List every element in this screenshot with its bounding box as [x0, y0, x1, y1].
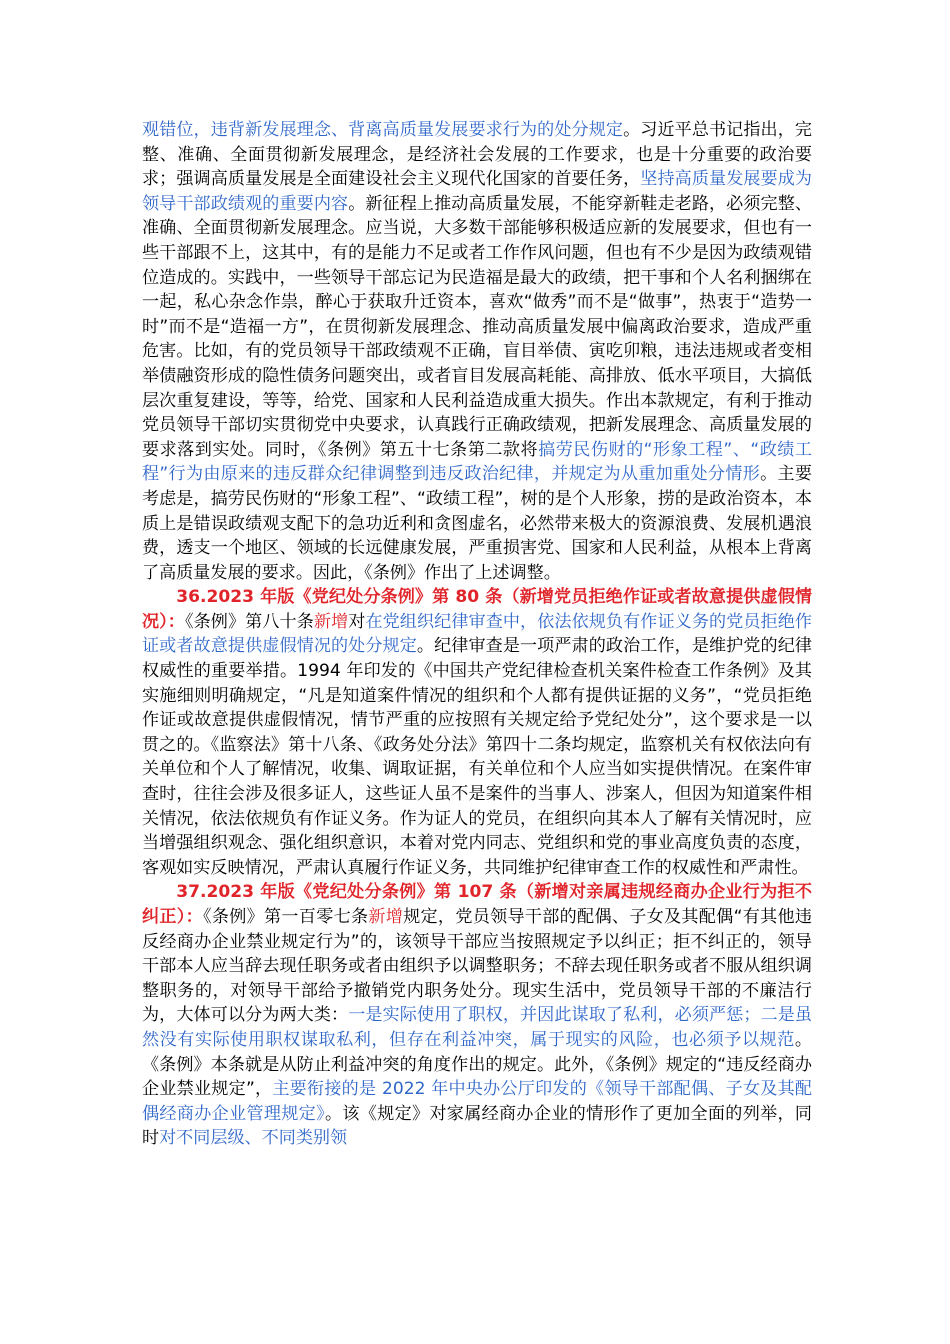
p3-segment-8: 对不同层级、不同类别领 — [159, 1128, 348, 1149]
p1-segment-3: 。新征程上推动高质量发展，不能穿新鞋走老路，必须完整、准确、全面贯彻新发展理念。应当说，大多数干部能够积极适应新的发展要求，但也有一些干部跟不上，这其中，有的是能力不足或者工作作风问题，但也有不少是因为政绩观错位造成的。实践中，一些领导干部忘记为民造福是最大的政绩，把干事和个人名利捆绑在一起，私心杂念作祟，醉心于获取升迁资本，喜欢“做秀”而不是“做事”，热衷于“造势一时”而不是“造福一方”，在贯彻新发展理念、推动高质量发展中偏离政治要求，造成严重危害。比如，有的党员领导干部政绩观不正确，盲目举债、寅吃卯粮，违法违规或者变相举债融资形成的隐性债务问题突出，或者盲目发展高耗能、高排放、低水平项目，大搞低层次重复建设，等等，给党、国家和人民利益造成重大损失。作出本款规定，有利于推动党员领导干部切实贯彻党中央要求，认真践行正确政绩观，把新发展理念、高质量发展的要求落到实处。同时，《条例》第五十七条第二款将 — [142, 193, 813, 460]
p2-segment-3: 对 — [348, 611, 366, 632]
p3-segment-1: 《条例》第一百零七条 — [203, 907, 369, 927]
p3-segment-7: 。该《规定》对家属经商办企业的情形作了更加全面的列举，同时 — [142, 1103, 813, 1149]
p1-segment-1: 。习近平总书记指出，完整、准确、全面贯彻新发展理念，是经济社会发展的工作要求，也是十分重要的政治要求；强调高质量发展是全面建设社会主义现代化国家的首要任务， — [142, 120, 813, 190]
p3-segment-5: 。《条例》本条就是从防止利益冲突的角度作出的规定。此外，《条例》规定的“违反经商办企业禁业规定”， — [142, 1029, 812, 1100]
p3-segment-0: 37.2023 年版《党纪处分条例》第 107 条（新增对亲属违规经商办企业行为拒不纠正）： — [142, 882, 812, 927]
p3-segment-4: 一是实际使用了职权，并因此谋取了私利，必须严惩；二是虽然没有实际使用职权谋取私利，但存在利益冲突，属于现实的风险，也必须予以规范 — [142, 1005, 813, 1050]
p1-segment-4: 搞劳民伤财的“形象工程”、“政绩工程”行为由原来的违反群众纪律调整到违反政治纪律，并规定为从重加重处分情形 — [142, 439, 812, 485]
p2-segment-1: 《条例》第八十条 — [185, 611, 314, 632]
p3-segment-6: 主要衔接的是 2022 年中央办公厅印发的《领导干部配偶、子女及其配偶经商办企业管理规定》 — [142, 1079, 813, 1124]
p2-segment-4: 在党组织纪律审查中，依法依规负有作证义务的党员拒绝作证或者故意提供虚假情况的处分规定 — [142, 611, 813, 657]
p1-segment-0: 观错位，违背新发展理念、背离高质量发展要求行为的处分规定 — [142, 120, 624, 140]
p2-segment-5: 。纪律审查是一项严肃的政治工作，是维护党的纪律权威性的重要举措。1994 年印发的《中国共产党纪律检查机关案件检查工作条例》及其实施细则明确规定，“凡是知道案件情况的组织和个人都有提供证据的义务”，“党员拒绝作证或故意提供虚假情况，情节严重的应按照有关规定给予党纪处分”，这个要求是一以贯之的。《监察法》第十八条、《政务处分法》第四十二条均规定，监察机关有权依法向有关单位和个人了解情况，收集、调取证据，有关单位和个人应当如实提供情况。在案件审查时，往往会涉及很多证人，这些证人虽不是案件的当事人、涉案人，但因为知道案件相关情况，依法依规负有作证义务。作为证人的党员，在组织向其本人了解有关情况时，应当增强组织观念、强化组织意识，本着对党内同志、党组织和党的事业高度负责的态度，客观如实反映情况，严肃认真履行作证义务，共同维护纪律审查工作的权威性和严肃性。 — [142, 636, 812, 878]
paragraph-article-80 — [142, 585, 812, 880]
p3-segment-2: 新增 — [368, 907, 404, 927]
p1-segment-2: 坚持高质量发展要成为领导干部政绩观的重要内容 — [142, 169, 813, 214]
paragraph-article-107 — [142, 880, 812, 1151]
document-page — [142, 118, 812, 1151]
p3-segment-3: 规定，党员领导干部的配偶、子女及其配偶“有其他违反经商办企业禁业规定行为”的，该领导干部应当按照规定予以纠正；拒不纠正的，领导干部本人应当辞去现任职务或者由组织予以调整职务；不辞去现任职务或者不服从组织调整职务的，对领导干部给予撤销党内职务处分。现实生活中，党员领导干部的不廉洁行为，大体可以分为两大类： — [142, 907, 812, 1026]
p1-segment-5: 。主要考虑是，搞劳民伤财的“形象工程”、“政绩工程”，树的是个人形象，捞的是政治资本，本质上是错误政绩观支配下的急功近利和贪图虚名，必然带来极大的资源浪费、发展机遇浪费，透支一个地区、领域的长远健康发展，严重损害党、国家和人民利益，从根本上背离了高质量发展的要求。因此，《条例》作出了上述调整。 — [142, 464, 812, 583]
p2-segment-0: 36.2023 年版《党纪处分条例》第 80 条（新增党员拒绝作证或者故意提供虚假情况）： — [142, 587, 812, 632]
paragraph-political-achievement — [142, 118, 812, 585]
p2-segment-2: 新增 — [313, 611, 349, 632]
